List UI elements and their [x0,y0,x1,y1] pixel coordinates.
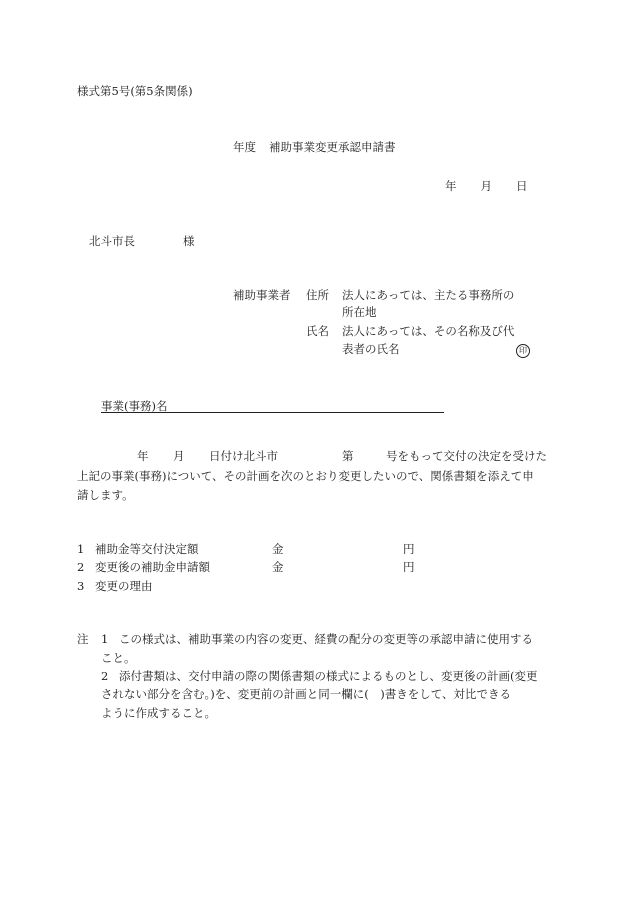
name-note-line2: 表者の氏名 [342,342,400,356]
address-label: 住所 [306,288,329,302]
project-name-underline [101,412,444,413]
item-2-number: 2 [77,560,85,574]
note-1-number: 1 [101,632,109,646]
item-2-label: 変更後の補助金申請額 [95,560,210,574]
note-2-line2: されない部分を含む。)を、変更前の計画と同一欄に( )書きをして、対比できる [101,687,511,701]
title-year: 年度 [233,140,256,154]
item-1-number: 1 [77,542,85,556]
address-note-line2: 所在地 [342,305,377,319]
note-2-line3: ように作成すること。 [101,706,216,720]
item-2-kin: 金 [272,560,284,574]
addressee-honorific: 様 [183,234,195,248]
item-1-yen: 円 [403,542,415,556]
body-year: 年 [137,449,149,463]
item-1-kin: 金 [272,542,284,556]
seal-mark [516,344,530,358]
item-3-number: 3 [77,579,85,593]
body-number-suffix: 号をもって交付の決定を受けた [386,449,547,463]
body-month: 月 [173,449,185,463]
date-month: 月 [480,179,492,193]
address-note-line1: 法人にあっては、主たる事務所の [342,288,515,302]
name-label: 氏名 [306,324,329,338]
name-note-line1: 法人にあっては、その名称及び代 [342,324,515,338]
body-number-prefix: 第 [342,449,354,463]
date-year: 年 [445,179,457,193]
item-2-yen: 円 [403,560,415,574]
item-3-label: 変更の理由 [95,579,153,593]
note-1-line2: こと。 [101,651,136,665]
note-2-number: 2 [101,669,109,683]
body-line3: 請します。 [77,488,134,502]
date-day: 日 [516,179,528,193]
date-line [445,181,528,193]
document-title [233,142,396,154]
note-2-line1: 添付書類は、交付申請の際の関係書類の様式によるものとし、変更後の計画(変更 [119,669,538,683]
title-name: 補助事業変更承認申請書 [269,140,396,154]
note-1-line1: この様式は、補助事業の内容の変更、経費の配分の変更等の承認申請に使用する [119,632,533,646]
body-line2: 上記の事業(事務)について、その計画を次のとおり変更したいので、関係書類を添えて申 [77,469,534,483]
seal-icon: 印 [516,344,530,358]
project-name-label: 事業(事務)名 [101,399,168,413]
applicant-label: 補助事業者 [233,288,291,302]
item-1-label: 補助金等交付決定額 [95,542,199,556]
notes-label: 注 [77,632,89,646]
form-number: 様式第5号(第5条関係) [77,84,193,98]
body-dated-prefix: 日付け北斗市 [209,449,278,463]
addressee-name: 北斗市長 [89,234,135,248]
